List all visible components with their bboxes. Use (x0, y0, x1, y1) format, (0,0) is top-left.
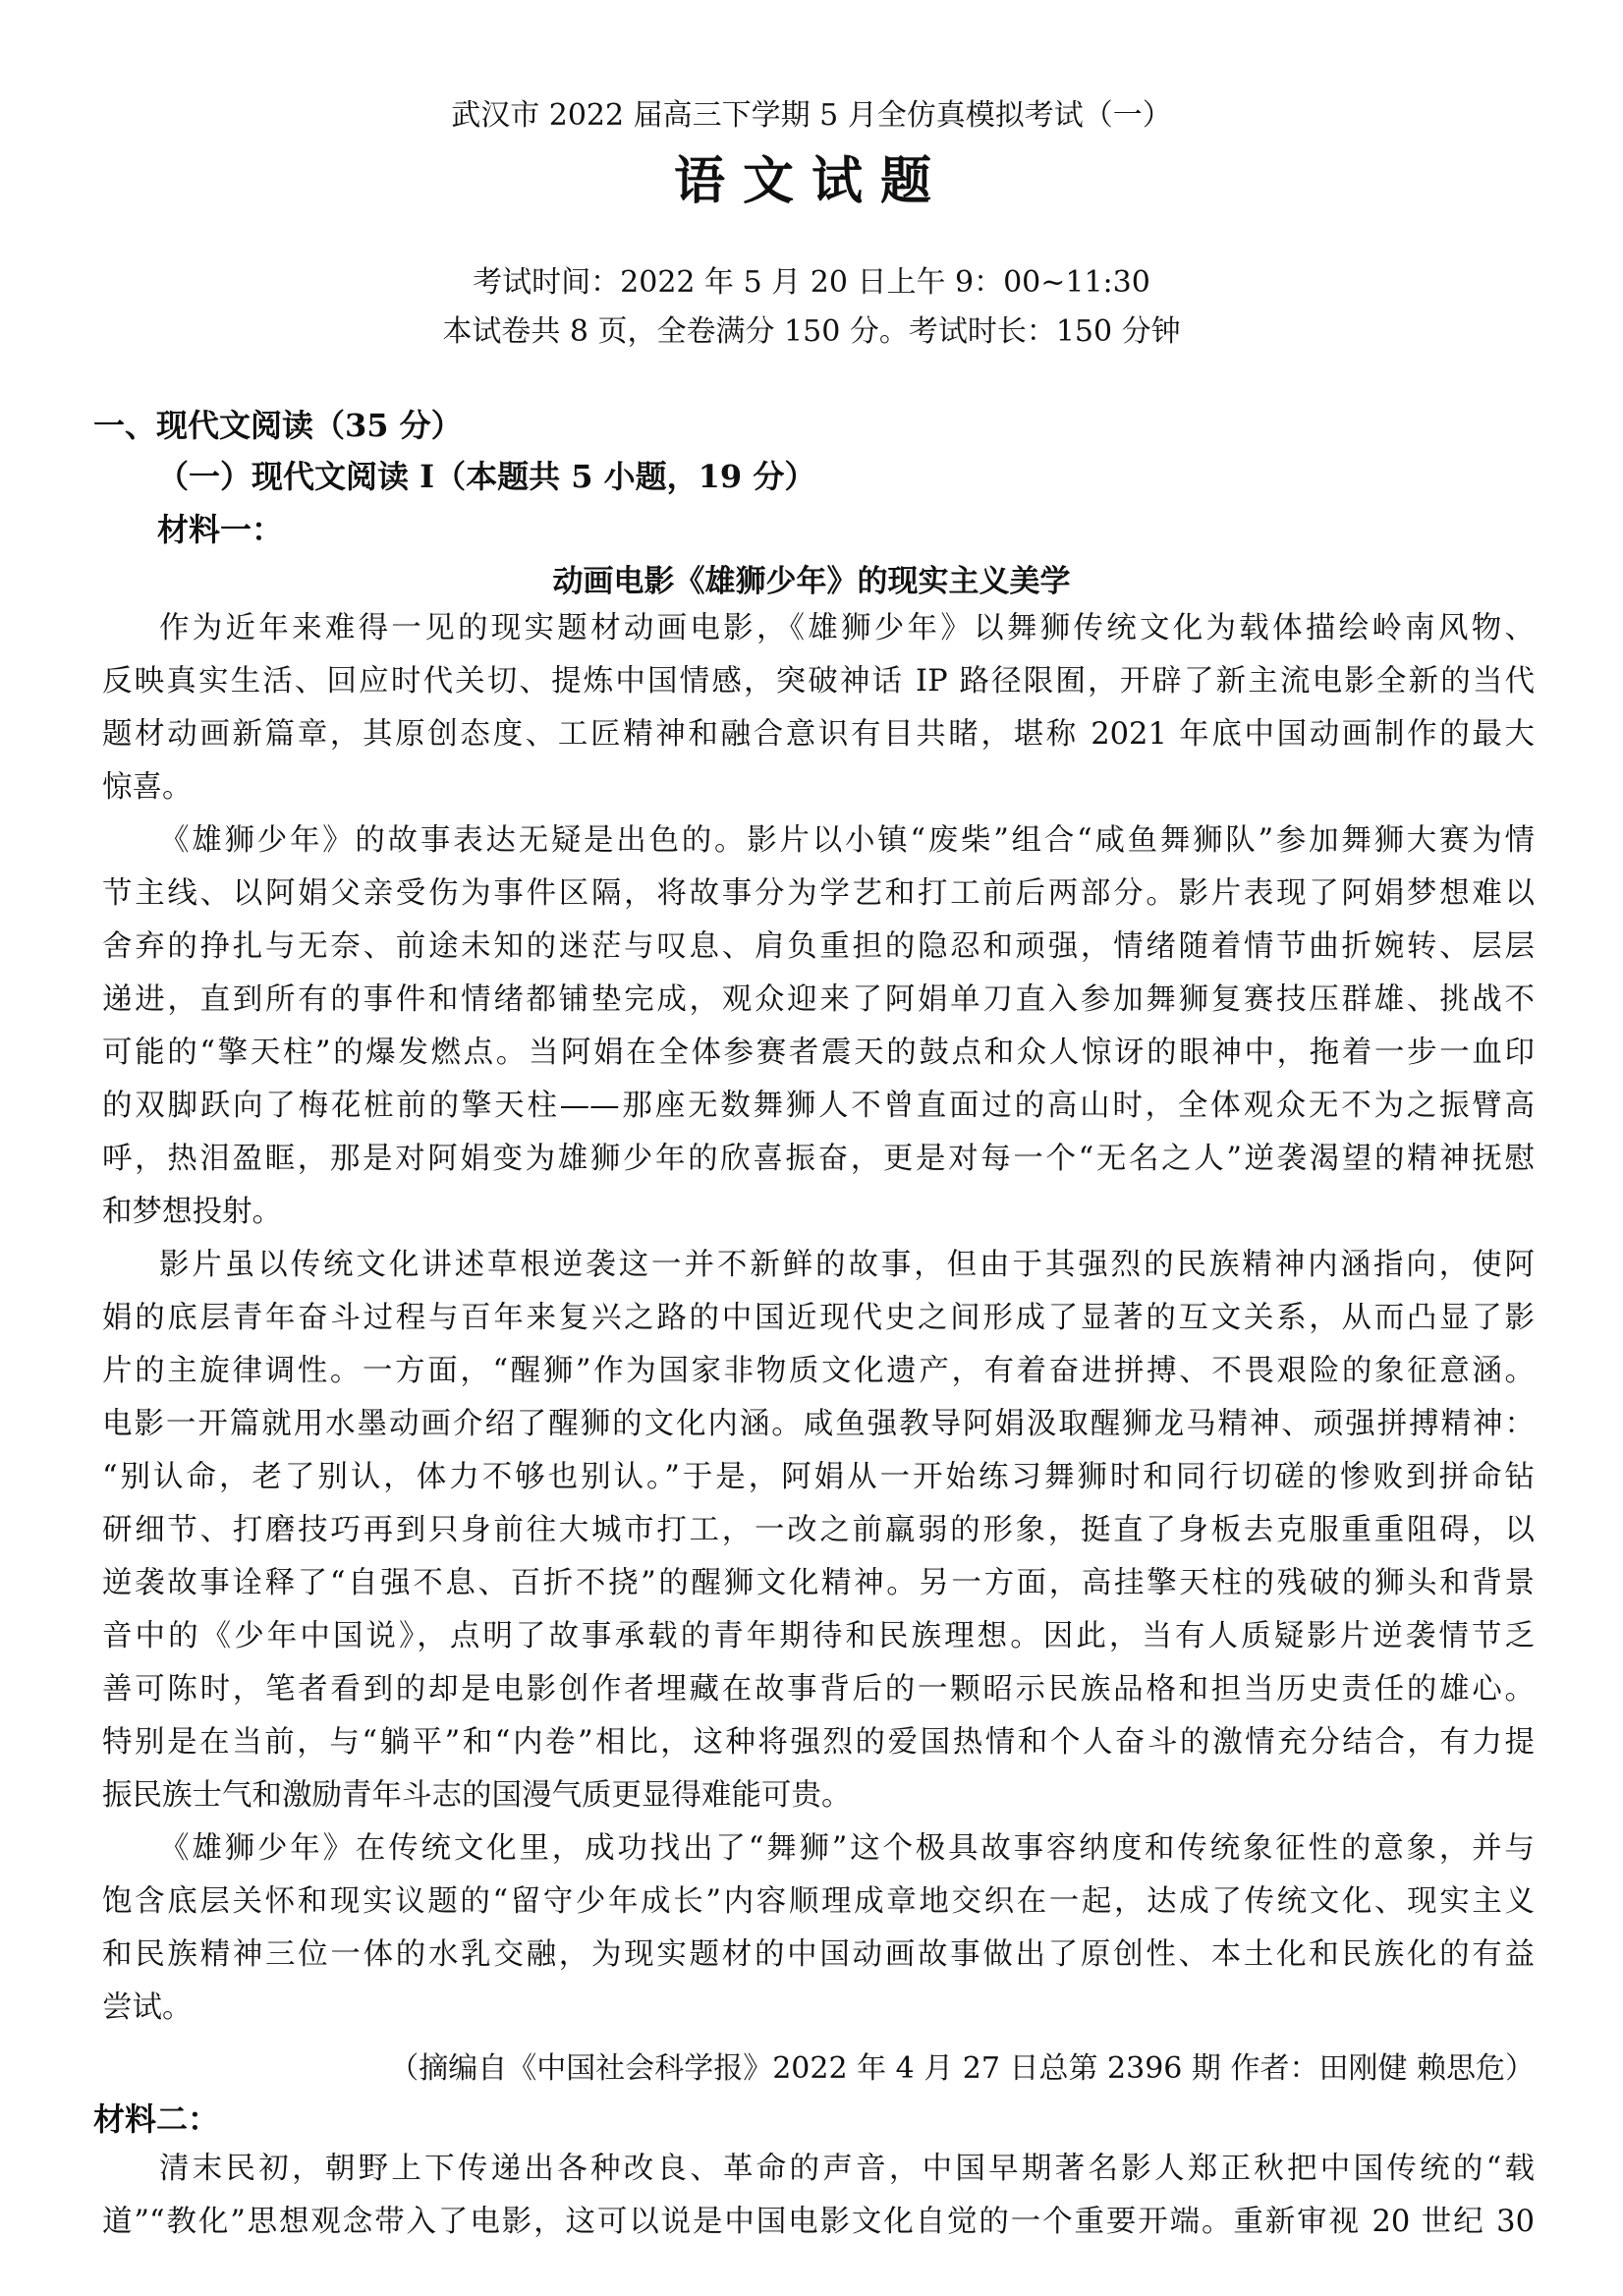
text-line: 饱含底层关怀和现实议题的“留守少年成长”内容顺理成章地交织在一起，达成了传统文化、现实主义 (102, 1884, 1535, 1919)
text-line: 片的主旋律调性。一方面，“醒狮”作为国家非物质文化遗产，有着奋进拼搏、不畏艰险的象征意涵。 (102, 1354, 1535, 1388)
text-line: 作为近年来难得一见的现实题材动画电影，《雄狮少年》以舞狮传统文化为载体描绘岭南风物、 (159, 611, 1535, 645)
subsection-heading: （一）现代文阅读 I（本题共 5 小题，19 分） (157, 458, 816, 495)
text-line: 逆袭故事诠释了“自强不息、百折不挠”的醒狮文化精神。另一方面，高挂擎天柱的残破的狮头和背景 (102, 1566, 1535, 1600)
text-line: 题材动画新篇章，其原创态度、工匠精神和融合意识有目共睹，堪称 2021 年底中国动画制作的最大 (102, 717, 1535, 752)
text-line: 的双脚跃向了梅花桩前的擎天柱——那座无数舞狮人不曾直面过的高山时，全体观众无不为之振臂高 (102, 1089, 1535, 1123)
text-line: 研细节、打磨技巧再到只身前往大城市打工，一改之前羸弱的形象，挺直了身板去克服重重阻碍，以 (102, 1513, 1535, 1547)
text-line: 惊喜。 (102, 770, 193, 805)
text-line: 舍弃的挣扎与无奈、前途未知的迷茫与叹息、肩负重担的隐忍和顽强，情绪随着情节曲折婉转、层层 (102, 929, 1535, 964)
exam-info: 本试卷共 8 页，全卷满分 150 分。考试时长：150 分钟 (442, 314, 1181, 349)
text-line: 道”“教化”思想观念带入了电影，这可以说是中国电影文化自觉的一个重要开端。重新审视 20 世纪 30 (102, 2205, 1535, 2239)
text-line: “别认命，老了别认，体力不够也别认。”于是，阿娟从一开始练习舞狮时和同行切磋的惨败到拼命钻 (102, 1460, 1535, 1494)
text-line: 娟的底层青年奋斗过程与百年来复兴之路的中国近现代史之间形成了显著的互文关系，从而凸显了影 (102, 1301, 1535, 1335)
section-heading: 一、现代文阅读（35 分） (93, 407, 463, 444)
text-line: 反映真实生活、回应时代关切、提炼中国情感，突破神话 IP 路径限囿，开辟了新主流电影全新的当代 (102, 664, 1535, 699)
text-line: 递进，直到所有的事件和情绪都铺垫完成，观众迎来了阿娟单刀直入参加舞狮复赛技压群雄、挑战不 (102, 982, 1535, 1017)
text-line: 和民族精神三位一体的水乳交融，为现实题材的中国动画故事做出了原创性、本土化和民族化的有益 (102, 1937, 1535, 1972)
exam-name: 武汉市 2022 届高三下学期 5 月全仿真模拟考试（一） (451, 98, 1172, 133)
article-title: 动画电影《雄狮少年》的现实主义美学 (552, 564, 1071, 599)
text-line: 振民族士气和激励青年斗志的国漫气质更显得难能可贵。 (102, 1778, 852, 1813)
text-line: 影片虽以传统文化讲述草根逆袭这一并不新鲜的故事，但由于其强烈的民族精神内涵指向，使阿 (159, 1248, 1535, 1282)
text-line: 可能的“擎天柱”的爆发燃点。当阿娟在全体参赛者震天的鼓点和众人惊讶的眼神中，拖着一步一血印 (102, 1036, 1535, 1070)
exam-time: 考试时间：2022 年 5 月 20 日上午 9：00~11:30 (473, 265, 1150, 300)
text-line: 特别是在当前，与“躺平”和“内卷”相比，这种将强烈的爱国热情和个人奋斗的激情充分结合，有力提 (102, 1725, 1535, 1760)
text-line: 呼，热泪盈眶，那是对阿娟变为雄狮少年的欣喜振奋，更是对每一个“无名之人”逆袭渴望的精神抚慰 (102, 1142, 1535, 1176)
text-line: 善可陈时，笔者看到的却是电影创作者埋藏在故事背后的一颗昭示民族品格和担当历史责任的雄心。 (102, 1672, 1535, 1707)
text-line: 清末民初，朝野上下传递出各种改良、革命的声音，中国早期著名影人郑正秋把中国传统的“载 (159, 2152, 1535, 2186)
text-line: 电影一开篇就用水墨动画介绍了醒狮的文化内涵。咸鱼强教导阿娟汲取醒狮龙马精神、顽强拼搏精神： (102, 1407, 1535, 1441)
material1-label: 材料一： (157, 511, 284, 548)
text-line: 节主线、以阿娟父亲受伤为事件区隔，将故事分为学艺和打工前后两部分。影片表现了阿娟梦想难以 (102, 876, 1535, 911)
source-citation: （摘编自《中国社会科学报》2022 年 4 月 27 日总第 2396 期 作者：田刚健 赖思危） (389, 2051, 1535, 2086)
text-line: 《雄狮少年》在传统文化里，成功找出了“舞狮”这个极具故事容纳度和传统象征性的意象，并与 (159, 1831, 1535, 1866)
text-line: 尝试。 (102, 1990, 193, 2025)
text-line: 音中的《少年中国说》，点明了故事承载的青年期待和民族理想。因此，当有人质疑影片逆袭情节乏 (102, 1619, 1535, 1653)
text-line: 和梦想投射。 (102, 1195, 282, 1229)
paper-title: 语文试题 (673, 151, 949, 211)
material2-label: 材料二： (93, 2100, 220, 2138)
text-line: 《雄狮少年》的故事表达无疑是出色的。影片以小镇“废柴”组合“咸鱼舞狮队”参加舞狮大赛为情 (159, 823, 1535, 858)
